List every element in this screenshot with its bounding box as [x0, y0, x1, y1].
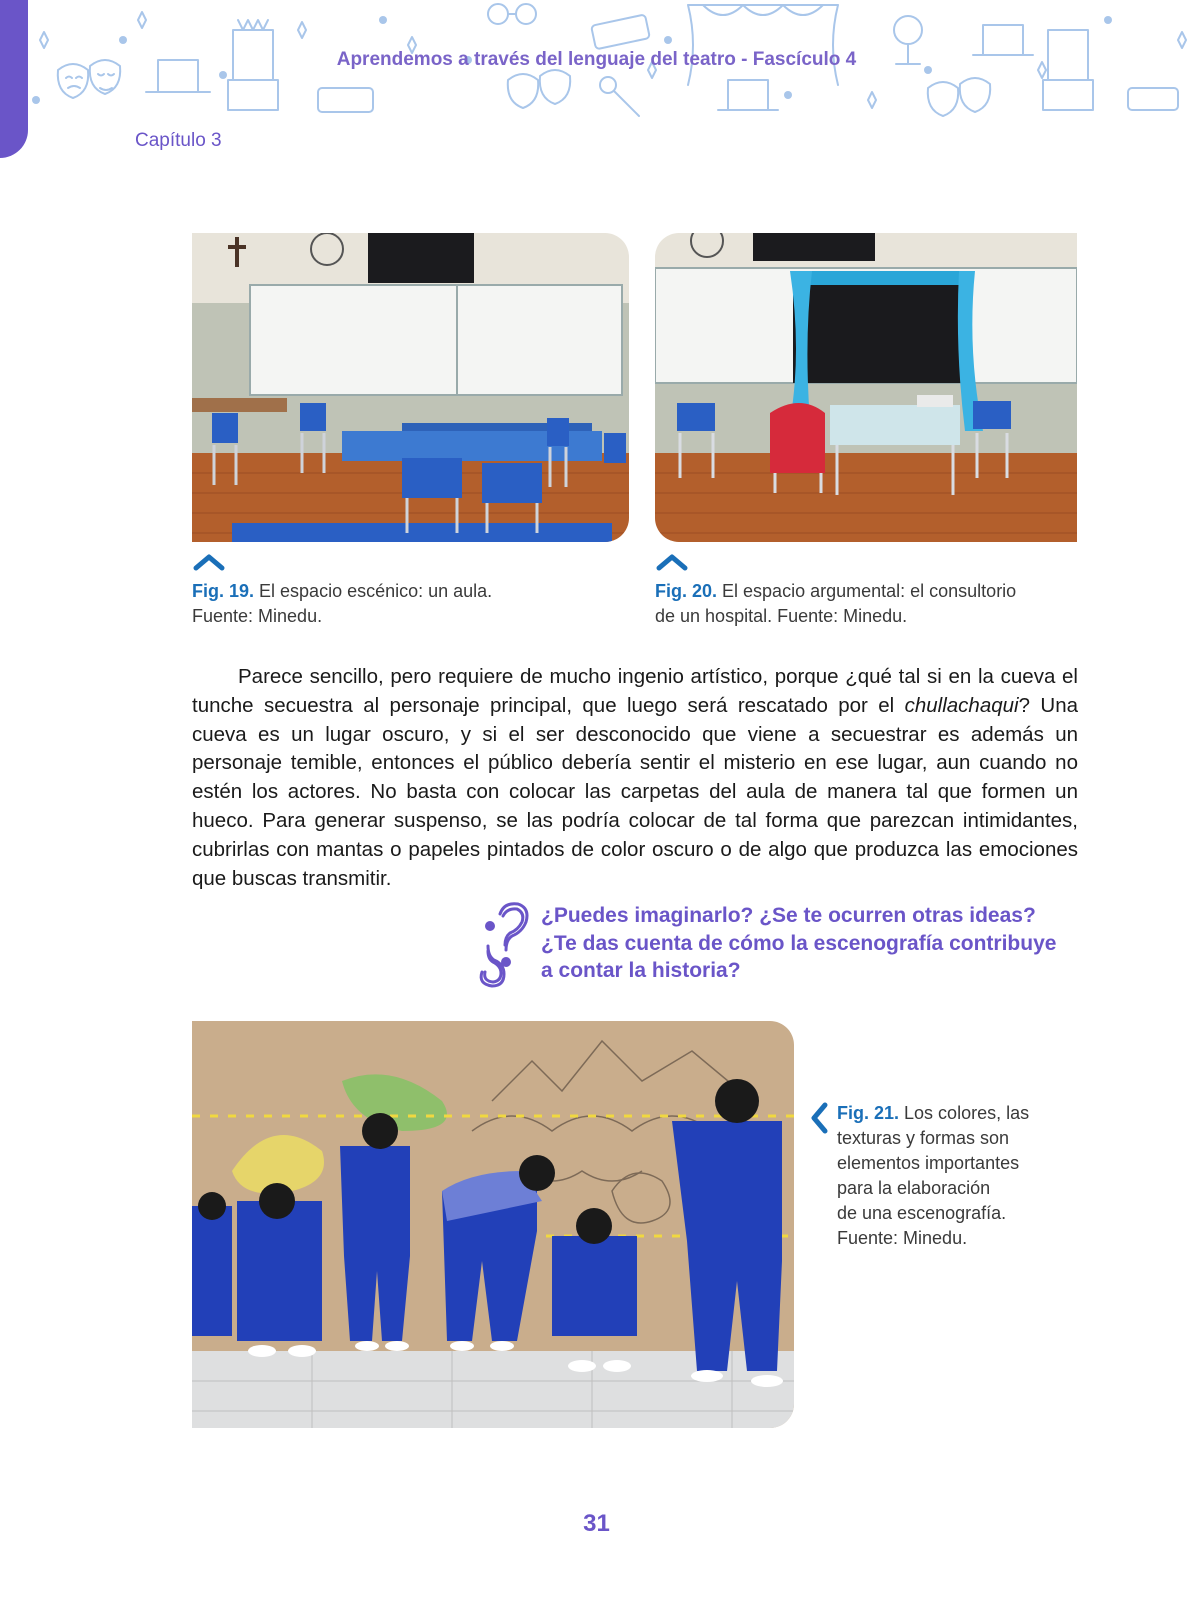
fig21-photo	[192, 1021, 794, 1428]
body-paragraph	[192, 663, 1078, 893]
question-line-3: a contar la historia?	[541, 959, 741, 982]
fig21-caption-line3: elementos importantes	[837, 1153, 1020, 1173]
fig21-caption-line1: Los colores, las	[904, 1103, 1030, 1123]
fig20-caption	[655, 579, 1085, 629]
fig20-photo	[655, 233, 1077, 542]
header-title: Aprendemos a través del lenguaje del teatro - Fascículo 4	[336, 49, 857, 70]
fig21-caption-line5: de una escenografía.	[837, 1203, 1007, 1223]
fig21-caption-line4: para la elaboración	[837, 1178, 991, 1198]
fig21-caption	[837, 1101, 1067, 1251]
fig19-caption-line2: Fuente: Minedu.	[192, 606, 323, 626]
fig21-label: Fig. 21.	[837, 1103, 900, 1123]
fig21-caret-icon	[808, 1101, 830, 1135]
fig19-caption	[192, 579, 622, 629]
chapter-label: Capítulo 3	[135, 130, 222, 151]
body-text-part2: ? Una cueva es un lugar oscuro, y si el ser desconocido que viene a secuestrar es además un personaje temible, entonces el público debería sentir el misterio en ese lugar, aun cuando no estén los actores. No basta con colocar las carpetas del aula de manera tal que formen un hueco. Para generar suspenso, se las podría colocar de tal forma que parezcan intimidantes, cubrirlas con mantas o papeles pintados de color oscuro o de algo que produzca las emociones que buscas transmitir.	[192, 693, 1078, 890]
fig20-caret-icon	[655, 552, 689, 572]
fig21-caption-line6: Fuente: Minedu.	[837, 1228, 968, 1248]
fig19-caption-line1: El espacio escénico: un aula.	[259, 581, 493, 601]
fig20-caption-line2: de un hospital. Fuente: Minedu.	[655, 606, 908, 626]
page-number: 31	[583, 1510, 610, 1537]
fig21-caption-line2: texturas y formas son	[837, 1128, 1010, 1148]
reflection-questions	[541, 902, 1081, 985]
question-marks-icon	[470, 900, 532, 990]
body-text-italic: chullachaqui	[904, 693, 1019, 717]
fig19-caret-icon	[192, 552, 226, 572]
chapter-color-tab	[0, 0, 28, 158]
question-line-2: ¿Te das cuenta de cómo la escenografía contribuye	[541, 931, 1057, 955]
fig19-label: Fig. 19.	[192, 581, 255, 601]
body-text-part1: Parece sencillo, pero requiere de mucho ingenio artístico, porque ¿qué tal si en la cueva el tunche secuestra al personaje principal, que luego será rescatado por el	[192, 665, 1078, 717]
fig19-photo	[192, 233, 629, 542]
question-line-1: ¿Puedes imaginarlo? ¿Se te ocurren otras ideas?	[541, 904, 1036, 927]
fig20-caption-line1: El espacio argumental: el consultorio	[722, 581, 1017, 601]
fig20-label: Fig. 20.	[655, 581, 718, 601]
